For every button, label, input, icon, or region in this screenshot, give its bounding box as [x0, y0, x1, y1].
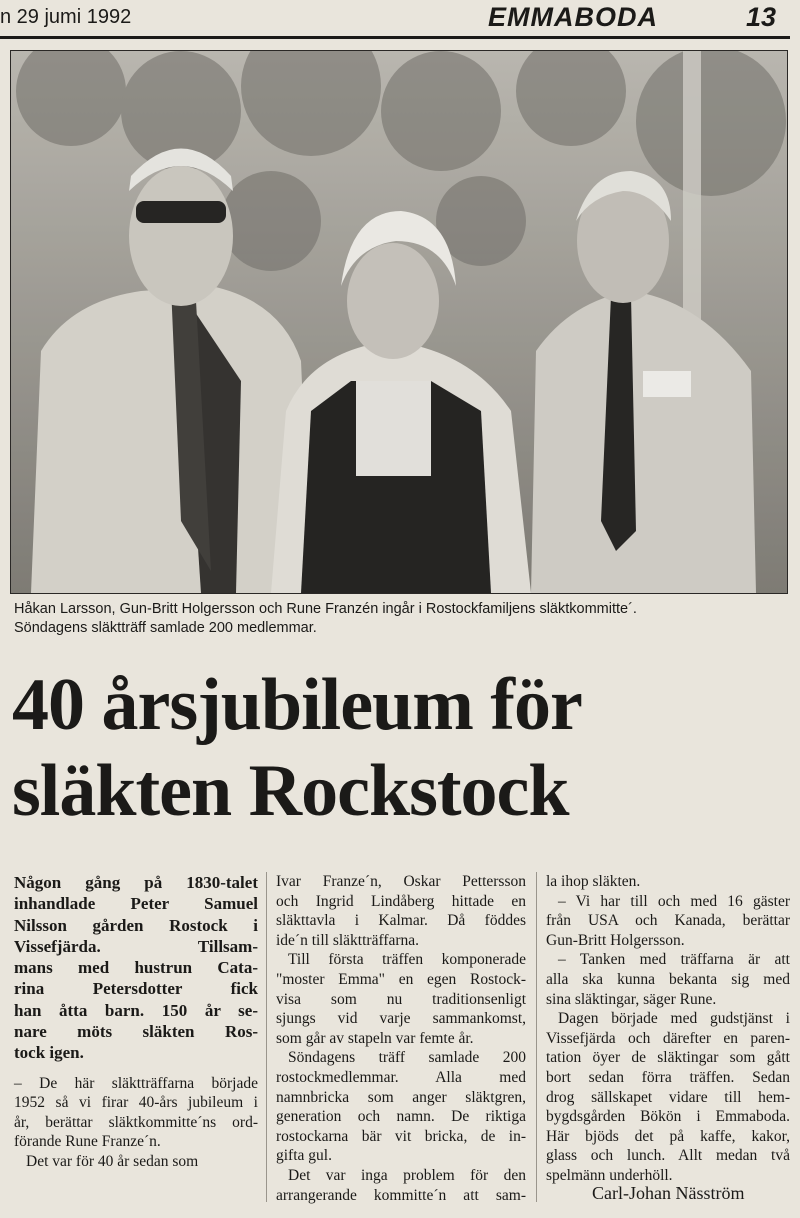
- lead-paragraph: [14, 872, 258, 1064]
- body-line: spelmänn underhöll.: [546, 1166, 673, 1184]
- body-line: tation öyer de släktingar som gått: [546, 1049, 790, 1067]
- body-line: Dagen började med gudstjänst i: [558, 1010, 790, 1028]
- body-line: ide´n till släktträffarna.: [276, 931, 420, 949]
- page-number: 13: [746, 2, 777, 32]
- body-line: – Tanken med träffarna är att: [558, 951, 790, 969]
- body-line: från USA och Kanada, berättar: [546, 912, 790, 930]
- body-line: rostockarna bär vit bricka, de in-: [276, 1127, 526, 1145]
- body-line: alla ska kunna bekanta sig med: [546, 970, 790, 988]
- lead-line: mans med hustrun Cata-: [14, 958, 258, 978]
- body-line: glass och lunch. Allt medan två: [546, 1147, 790, 1165]
- lead-line: tock igen.: [14, 1043, 84, 1063]
- news-photo: [10, 50, 788, 594]
- body-line: Ivar Franze´n, Oskar Pettersson: [276, 873, 526, 890]
- body-line: Gun-Britt Holgersson.: [546, 931, 685, 949]
- body-line: år, berättar släktkommitte´ns ord-: [14, 1113, 258, 1131]
- body-line: bygdsgården Bökön i Emmaboda.: [546, 1108, 790, 1126]
- body-line: generation och namn. De riktiga: [276, 1108, 526, 1126]
- body-line: Det var inga problem för den: [288, 1166, 526, 1184]
- body-line: la ihop släkten.: [546, 873, 641, 890]
- body-line: Här bjöds det på kaffe, kakor,: [546, 1127, 790, 1145]
- body-line: Söndagens träff samlade 200: [288, 1049, 526, 1067]
- lead-line: inhandlade Peter Samuel: [14, 894, 258, 914]
- body-line: förande Rune Franze´n.: [14, 1133, 161, 1151]
- issue-date: n 29 jumi 1992: [0, 6, 132, 28]
- page-header: [0, 0, 800, 40]
- body-line: och Ingrid Lindåberg hittade en: [276, 892, 526, 910]
- article-column-2: [276, 872, 526, 1205]
- body-line: namnbricka som anger släktgren,: [276, 1088, 526, 1106]
- body-line: som går av stapeln var femte år.: [276, 1029, 474, 1047]
- body-line: släkttavla i Kalmar. Då föddes: [276, 912, 526, 930]
- body-line: "moster Emma" en egen Rostock-: [276, 970, 526, 988]
- column-rule: [536, 872, 537, 1202]
- lead-line: Nilsson gården Rostock i: [14, 915, 258, 935]
- photo-caption: [14, 600, 794, 638]
- body-line: sina släktingar, säger Rune.: [546, 990, 717, 1008]
- body-line: arrangerande kommitte´n att sam-: [276, 1186, 526, 1204]
- body-line: sjungs vid varje sammankomst,: [276, 1010, 526, 1028]
- lead-line: nare möts släkten Ros-: [14, 1022, 258, 1042]
- body-line: Vissefjärda och därefter en paren-: [546, 1029, 790, 1047]
- body-line: drog sällskapet vidare till hem-: [546, 1088, 790, 1106]
- body-line: 1952 så vi firar 40-års jubileum i: [14, 1094, 258, 1112]
- caption-line: Håkan Larsson, Gun-Britt Holgersson och Rune Franzén ingår i Rostockfamiljens släktkommitte´.: [14, 601, 637, 617]
- article-column-1: [14, 872, 258, 1172]
- article-column-3: [546, 872, 790, 1186]
- body-line: gifta gul.: [276, 1147, 332, 1165]
- column-rule: [266, 872, 267, 1202]
- body-line: Till första träffen komponerade: [288, 951, 526, 969]
- body-line: rostockmedlemmar. Alla med: [276, 1068, 526, 1086]
- body-line: bort sedan förra träffen. Sedan: [546, 1068, 790, 1086]
- body-line: – De här släktträffarna började: [14, 1074, 258, 1092]
- lead-line: han åtta barn. 150 år se-: [14, 1000, 258, 1020]
- body-line: visa som nu traditionsenligt: [276, 990, 526, 1008]
- headline-line: släkten Rockstock: [12, 750, 569, 832]
- body-line: Det var för 40 år sedan som: [26, 1153, 199, 1171]
- lead-line: Någon gång på 1830-talet: [14, 873, 258, 892]
- body-line: – Vi har till och med 16 gäster: [558, 892, 790, 910]
- author-byline: Carl-Johan Näsström: [592, 1183, 745, 1203]
- caption-line: Söndagens släktträff samlade 200 medlemmar.: [14, 620, 317, 636]
- headline-line: 40 årsjubileum för: [12, 664, 582, 746]
- lead-line: Vissefjärda. Tillsam-: [14, 936, 258, 956]
- header-rule: [0, 36, 790, 39]
- lead-line: rina Petersdotter fick: [14, 979, 258, 999]
- headline: [12, 662, 792, 834]
- section-title: EMMABODA: [488, 2, 658, 32]
